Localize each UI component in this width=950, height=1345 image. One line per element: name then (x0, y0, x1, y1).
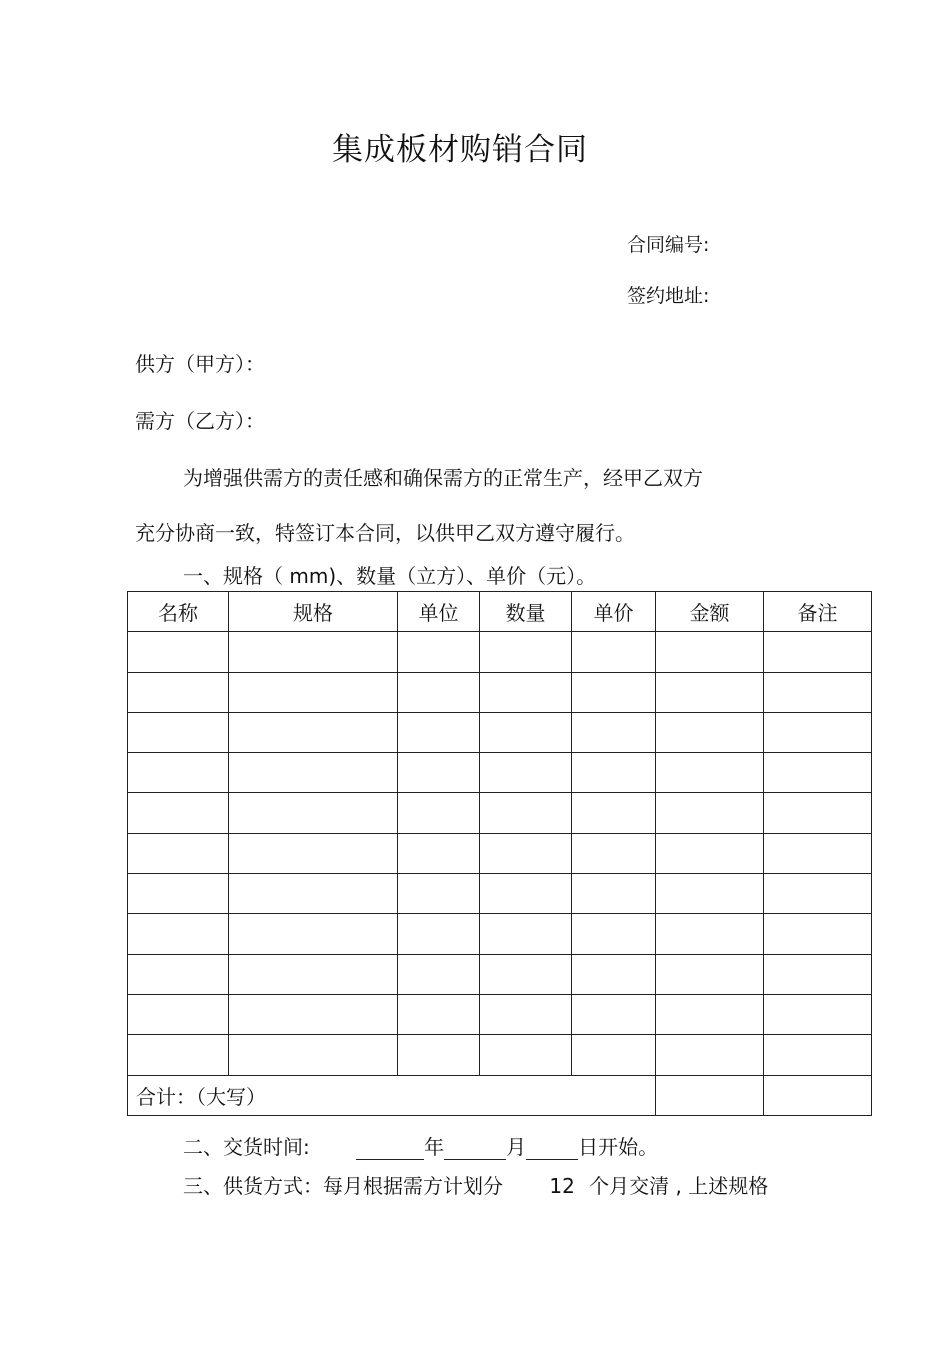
month-blank[interactable] (444, 1139, 506, 1160)
table-row (128, 632, 872, 672)
table-cell[interactable] (480, 994, 572, 1034)
month-label: 月 (506, 1135, 527, 1159)
table-row (128, 1035, 872, 1075)
header-amount: 金额 (656, 592, 764, 632)
total-remarks-cell[interactable] (764, 1075, 872, 1115)
table-cell[interactable] (398, 1035, 480, 1075)
section-1-heading: 一、规格（ mm)、数量（立方）、单价（元）。 (183, 564, 597, 588)
contract-number-label: 合同编号: (627, 234, 710, 256)
table-row (128, 914, 872, 954)
table-cell[interactable] (398, 874, 480, 914)
table-cell[interactable] (229, 1035, 398, 1075)
table-cell[interactable] (480, 1035, 572, 1075)
year-blank[interactable] (356, 1139, 424, 1160)
table-cell[interactable] (128, 833, 229, 873)
table-cell[interactable] (656, 833, 764, 873)
header-quantity: 数量 (480, 592, 572, 632)
delivery-time-label: 二、交货时间: (183, 1135, 310, 1159)
table-cell[interactable] (764, 753, 872, 793)
table-cell[interactable] (128, 712, 229, 752)
table-cell[interactable] (764, 632, 872, 672)
table-cell[interactable] (764, 874, 872, 914)
table-cell[interactable] (764, 793, 872, 833)
table-cell[interactable] (572, 712, 656, 752)
table-cell[interactable] (398, 994, 480, 1034)
table-cell[interactable] (128, 1035, 229, 1075)
table-cell[interactable] (229, 874, 398, 914)
table-cell[interactable] (764, 712, 872, 752)
table-cell[interactable] (128, 874, 229, 914)
table-header-row (128, 592, 872, 632)
table-cell[interactable] (572, 954, 656, 994)
table-cell[interactable] (398, 672, 480, 712)
table-cell[interactable] (656, 874, 764, 914)
table-cell[interactable] (656, 914, 764, 954)
table-row (128, 672, 872, 712)
table-cell[interactable] (128, 994, 229, 1034)
table-cell[interactable] (764, 833, 872, 873)
table-cell[interactable] (229, 793, 398, 833)
table-cell[interactable] (480, 753, 572, 793)
table-cell[interactable] (572, 753, 656, 793)
table-cell[interactable] (128, 793, 229, 833)
table-cell[interactable] (229, 954, 398, 994)
total-label: 合计：（大写） (128, 1075, 656, 1115)
table-cell[interactable] (128, 954, 229, 994)
spec-table (127, 591, 872, 1116)
table-cell[interactable] (480, 632, 572, 672)
table-row (128, 793, 872, 833)
supply-method-text-2: 个月交清 , 上述规格 (589, 1174, 769, 1198)
table-cell[interactable] (398, 793, 480, 833)
table-row (128, 874, 872, 914)
table-row (128, 833, 872, 873)
table-cell[interactable] (398, 833, 480, 873)
table-row (128, 712, 872, 752)
sign-address-label: 签约地址: (627, 285, 710, 307)
table-cell[interactable] (764, 954, 872, 994)
table-cell[interactable] (572, 874, 656, 914)
table-row (128, 753, 872, 793)
day-blank[interactable] (526, 1139, 578, 1160)
table-cell[interactable] (229, 632, 398, 672)
table-cell[interactable] (398, 712, 480, 752)
intro-line-1: 为增强供需方的责任感和确保需方的正常生产，经甲乙双方 (183, 466, 703, 490)
table-cell[interactable] (572, 632, 656, 672)
table-cell[interactable] (128, 753, 229, 793)
table-cell[interactable] (572, 994, 656, 1034)
table-cell[interactable] (656, 753, 764, 793)
table-cell[interactable] (128, 914, 229, 954)
day-start-label: 日开始。 (578, 1135, 659, 1159)
year-label: 年 (424, 1135, 445, 1159)
header-remarks: 备注 (764, 592, 872, 632)
table-cell[interactable] (656, 712, 764, 752)
table-cell[interactable] (229, 994, 398, 1034)
table-cell[interactable] (656, 954, 764, 994)
table-cell[interactable] (480, 874, 572, 914)
supply-method-text: 三、供货方式：每月根据需方计划分 (183, 1174, 503, 1198)
table-cell[interactable] (480, 954, 572, 994)
months-count: 12 (549, 1174, 575, 1198)
table-row (128, 954, 872, 994)
table-cell[interactable] (398, 632, 480, 672)
table-cell[interactable] (128, 672, 229, 712)
section-3-line (183, 1170, 768, 1199)
buyer-label: 需方（乙方）： (135, 409, 265, 433)
table-cell[interactable] (398, 753, 480, 793)
table-cell[interactable] (656, 1035, 764, 1075)
table-cell[interactable] (398, 954, 480, 994)
table-row (128, 994, 872, 1034)
header-unit-price: 单价 (572, 592, 656, 632)
table-cell[interactable] (480, 672, 572, 712)
table-cell[interactable] (480, 793, 572, 833)
table-cell[interactable] (229, 712, 398, 752)
document-title: 集成板材购销合同 (332, 132, 588, 168)
table-cell[interactable] (229, 672, 398, 712)
table-cell[interactable] (229, 753, 398, 793)
table-cell[interactable] (764, 1035, 872, 1075)
supplier-label: 供方（甲方）： (135, 352, 265, 376)
table-cell[interactable] (764, 994, 872, 1034)
total-amount-cell[interactable] (656, 1075, 764, 1115)
table-cell[interactable] (480, 914, 572, 954)
table-cell[interactable] (572, 914, 656, 954)
table-cell[interactable] (656, 793, 764, 833)
table-cell[interactable] (656, 994, 764, 1034)
table-cell[interactable] (229, 833, 398, 873)
table-total-row (128, 1075, 872, 1115)
header-spec: 规格 (229, 592, 398, 632)
table-cell[interactable] (764, 672, 872, 712)
intro-line-2: 充分协商一致，特签订本合同，以供甲乙双方遵守履行。 (135, 521, 635, 545)
table-cell[interactable] (480, 712, 572, 752)
table-cell[interactable] (229, 914, 398, 954)
header-unit: 单位 (398, 592, 480, 632)
table-cell[interactable] (398, 914, 480, 954)
table-cell[interactable] (480, 833, 572, 873)
table-cell[interactable] (128, 632, 229, 672)
table-cell[interactable] (656, 672, 764, 712)
table-cell[interactable] (572, 1035, 656, 1075)
table-cell[interactable] (572, 672, 656, 712)
header-name: 名称 (128, 592, 229, 632)
table-cell[interactable] (764, 914, 872, 954)
table-cell[interactable] (656, 632, 764, 672)
table-cell[interactable] (572, 793, 656, 833)
section-2-line (183, 1131, 658, 1160)
table-cell[interactable] (572, 833, 656, 873)
